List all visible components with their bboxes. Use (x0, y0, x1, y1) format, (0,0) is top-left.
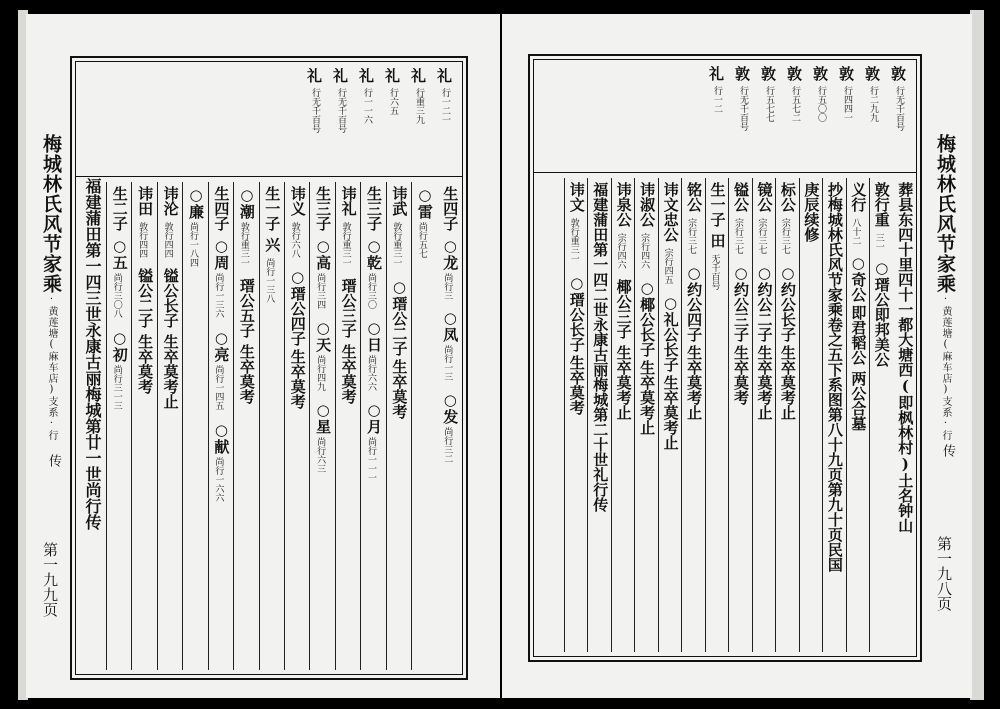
upper-name: 敦 (811, 66, 829, 81)
left-frame (70, 56, 468, 680)
lower-column (284, 182, 309, 670)
right-section-label: 传 (940, 444, 955, 457)
column-part: 生卒莫考止 (778, 345, 797, 420)
column-part: 生卒莫考 (237, 344, 256, 404)
column-main-text: 镒公 (732, 182, 750, 212)
column-part: ○约公四子 (685, 264, 704, 342)
column-part: 尚行六三 (315, 437, 326, 473)
column-rule (564, 178, 565, 652)
upper-name: 礼 (707, 66, 725, 81)
lower-column (752, 178, 775, 652)
lower-column (822, 178, 845, 652)
lower-column (775, 178, 798, 652)
column-part: 敦行重三一 (340, 222, 351, 267)
column-rule (822, 178, 823, 652)
column-part: ○瑨公二子 (390, 278, 409, 356)
column-main-text: 义行 (849, 182, 868, 212)
column-part: ○椰公长子 (638, 279, 657, 357)
book-subtitle: ·黄莲塘(麻车店)支系·行 (46, 294, 57, 441)
column-part: ○乾 (365, 237, 383, 270)
column-part: 尚行一四五 (213, 365, 224, 410)
upper-column (834, 64, 858, 164)
column-part: 尚行三四 (315, 273, 326, 309)
column-part: 尚行一三 (442, 345, 453, 381)
column-part: 宗行四六 (639, 233, 650, 269)
column-rule (775, 178, 776, 652)
column-part: 尚行一八四 (188, 222, 198, 267)
left-page-number: 第一九九页 (41, 542, 59, 617)
upper-column (782, 64, 806, 164)
lower-column (869, 178, 892, 652)
column-part: 宗行三七 (779, 218, 790, 254)
column-rule (869, 178, 870, 652)
column-part: ○瑨公四子 (288, 268, 307, 346)
column-part: 尚行一一一 (366, 437, 376, 482)
column-part: 三一 (873, 233, 884, 251)
upper-note: 行六五 (388, 88, 398, 115)
lower-column (893, 178, 916, 652)
column-part: ○约公二子 (755, 264, 774, 342)
column-main-text: 生一子 (708, 182, 727, 227)
column-main-text: ○廉 (187, 186, 205, 219)
upper-note: 行一一六 (362, 88, 372, 124)
column-part: 生卒莫考止 (638, 360, 657, 435)
left-section-label: 传 (46, 454, 61, 467)
column-rule (634, 178, 635, 652)
column-part: ○亮 (212, 329, 231, 362)
right-page-number: 第一九八页 (935, 536, 953, 611)
upper-column (756, 64, 780, 164)
upper-note: 行无千百号 (894, 86, 904, 131)
lower-column (233, 182, 258, 670)
column-part: 生卒莫考 (136, 334, 155, 394)
lower-column (411, 182, 436, 670)
column-part: 即君韬公 (849, 305, 868, 365)
column-part: ○天 (314, 319, 333, 352)
column-part: 敦行重三一 (238, 222, 249, 267)
column-rule (284, 182, 285, 670)
column-part: 尚行三一三 (111, 365, 122, 410)
lower-column (335, 182, 360, 670)
lower-column (106, 182, 131, 670)
column-part: 生卒莫考止 (755, 345, 774, 420)
column-main-text: 标公 (778, 182, 797, 212)
upper-note: 行五七二 (790, 86, 800, 122)
column-part: 敦行四四 (162, 222, 173, 258)
column-part: 生卒莫考 (732, 345, 750, 405)
column-part: 生卒莫考 (390, 359, 409, 419)
column-part: 尚行一三八 (264, 258, 275, 303)
column-part: 生卒莫考 (339, 344, 358, 404)
lower-column (705, 178, 728, 652)
right-page (502, 14, 972, 698)
column-part: ○高 (314, 237, 333, 270)
lower-column (658, 178, 681, 652)
upper-note: 行五七七 (764, 86, 774, 122)
upper-note: 行二九九 (868, 86, 878, 122)
upper-name: 敦 (837, 66, 855, 81)
right-header-title (932, 134, 959, 441)
book-subtitle-right: ·黄莲塘(麻车店)支系·行 (940, 294, 951, 441)
column-part: 尚行一六六 (213, 457, 224, 502)
column-part: 生卒莫考 (288, 349, 307, 409)
column-part: 镒公长子 (161, 268, 180, 328)
column-rule (309, 182, 310, 670)
column-part: ○凤 (441, 309, 460, 342)
upper-name: 敦 (785, 66, 803, 81)
column-main-text: 生四子 (212, 186, 231, 231)
upper-column (328, 66, 352, 166)
column-main-text: 生三子 (314, 186, 333, 231)
upper-column (354, 66, 378, 166)
column-part: 瑨公五子 (237, 278, 256, 338)
column-main-text: 讳田 (136, 186, 155, 216)
column-part: 尚行三 (442, 273, 453, 300)
column-part: 宗行三七 (756, 218, 767, 254)
column-part: 八十二 (850, 218, 861, 245)
lower-column (587, 178, 610, 652)
column-part: ○瑨公即邦美公 (872, 259, 891, 367)
column-main-text: 生三子 (365, 186, 383, 231)
column-main-text: 生四子 (441, 186, 460, 231)
column-rule (728, 178, 729, 652)
lower-column (728, 178, 751, 652)
column-part: ○周 (212, 237, 231, 270)
column-part: 尚行五七 (416, 222, 427, 258)
upper-note: 行无千百号 (310, 88, 320, 133)
upper-note: 行无千百号 (738, 86, 748, 131)
column-rule (658, 178, 659, 652)
column-part: ○献 (212, 421, 231, 454)
upper-note: 行五〇〇 (816, 86, 826, 122)
column-part: 尚行一三六 (213, 273, 224, 318)
lower-column (799, 178, 822, 652)
upper-note: 行无千百号 (336, 88, 346, 133)
upper-column (302, 66, 326, 166)
book-title-right: 梅城林氏风节家乘 (934, 134, 956, 294)
upper-name: 敦 (863, 66, 881, 81)
column-part: ○初 (110, 329, 129, 362)
column-main-text: 敦行重 (872, 182, 891, 227)
column-part: 宗行四六 (615, 233, 626, 269)
column-part: 生卒莫考止 (614, 345, 633, 420)
lower-column (182, 182, 207, 670)
column-part: ○五 (110, 237, 129, 270)
upper-name: 礼 (435, 68, 453, 83)
column-main-text: 生一子 (263, 186, 282, 231)
column-part: ○星 (314, 401, 333, 434)
column-part: 敦行重三一 (391, 222, 402, 267)
upper-note: 行一二一 (440, 88, 450, 124)
lower-column (309, 182, 334, 670)
column-part: ○约公三子 (732, 264, 750, 342)
column-part: 瑨公三子 (339, 278, 358, 338)
left-lower-columns (76, 182, 462, 670)
column-main-text: 讳泉公 (614, 182, 633, 227)
left-divider (76, 176, 462, 177)
lower-column (437, 182, 462, 670)
column-part: 尚行三〇 (366, 273, 376, 309)
column-main-text: 镜公 (755, 182, 774, 212)
column-part: 镒公二子 (136, 268, 155, 328)
column-main-text: 福建蒲田第一四二世永康古丽梅城第二十世礼行传 (591, 182, 610, 512)
lower-column (681, 178, 704, 652)
left-header-title (38, 134, 65, 441)
column-rule (335, 182, 336, 670)
upper-name: 礼 (357, 68, 375, 83)
left-upper-columns (76, 66, 462, 174)
upper-name: 礼 (305, 68, 323, 83)
upper-name: 敦 (733, 66, 751, 81)
column-part: ○约公长子 (778, 264, 797, 342)
column-part: 尚行三二 (442, 427, 453, 463)
column-part: 无千百号 (709, 254, 720, 290)
upper-note: 行重三九 (414, 88, 424, 124)
right-lower-columns (534, 178, 916, 652)
lower-column (846, 178, 869, 652)
lower-column (611, 178, 634, 652)
column-rule (752, 178, 753, 652)
column-main-text: 抄梅城林氏风节家乘卷之五下系图第八十九页第九十页民国 (825, 182, 844, 572)
column-main-text: ○雷 (415, 186, 434, 219)
column-part: ○龙 (441, 237, 460, 270)
column-main-text: 讳义 (288, 186, 307, 216)
column-main-text: 讳沦 (161, 186, 180, 216)
column-part: 敦行四四 (137, 222, 148, 258)
column-main-text: 讳礼 (339, 186, 358, 216)
column-main-text: 讳文忠公 (661, 182, 680, 242)
column-rule (208, 182, 209, 670)
column-main-text: ○潮 (237, 186, 256, 219)
upper-column (406, 66, 430, 166)
column-part: 椰公三子 (614, 279, 633, 339)
column-part: 尚行三〇八 (111, 273, 122, 318)
column-part: 生卒莫考 (567, 355, 586, 415)
upper-name: 敦 (889, 66, 907, 81)
upper-name: 礼 (409, 68, 427, 83)
column-rule (846, 178, 847, 652)
column-part: 两公合墓 (849, 371, 868, 431)
column-part: 生卒莫考止 (161, 334, 180, 409)
column-rule (131, 182, 132, 670)
column-part: ○奇公 (849, 254, 868, 302)
column-rule (611, 178, 612, 652)
column-part: 宗行四五 (662, 248, 673, 284)
right-upper-columns (534, 64, 916, 170)
column-rule (157, 182, 158, 670)
column-part: 田 (708, 233, 727, 248)
upper-column (704, 64, 728, 164)
lower-column (208, 182, 233, 670)
column-part: 尚行四九 (315, 355, 326, 391)
column-rule (681, 178, 682, 652)
column-rule (106, 182, 107, 670)
upper-column (886, 64, 910, 164)
lower-column (386, 182, 411, 670)
lower-column (634, 178, 657, 652)
right-page-edge (970, 10, 984, 700)
lower-column (564, 178, 587, 652)
column-rule (233, 182, 234, 670)
book-title: 梅城林氏风节家乘 (40, 134, 62, 294)
column-rule (182, 182, 183, 670)
column-part: ○瑨公长子 (567, 274, 586, 352)
column-part: ○礼公长子 (661, 294, 680, 372)
column-rule (705, 178, 706, 652)
column-part: 宗行三七 (733, 218, 743, 254)
column-part: ○日 (365, 319, 383, 352)
column-main-text: 讳武 (390, 186, 409, 216)
right-divider (534, 172, 916, 173)
column-main-text: 铭公 (685, 182, 704, 212)
column-part: 敦行重三一 (568, 218, 579, 263)
lower-column (131, 182, 156, 670)
column-rule (587, 178, 588, 652)
column-part: 敦行六八 (289, 222, 300, 258)
left-closing-line: 福建蒲田第一四三世永康古丽梅城第廿一世尚行传 (83, 178, 102, 530)
lower-column (360, 182, 385, 670)
column-rule (799, 178, 800, 652)
column-rule (360, 182, 361, 670)
upper-name: 礼 (331, 68, 349, 83)
lower-column (157, 182, 182, 670)
column-rule (259, 182, 260, 670)
column-rule (386, 182, 387, 670)
column-rule (411, 182, 412, 670)
column-main-text: 生二子 (110, 186, 129, 231)
upper-name: 礼 (383, 68, 401, 83)
lower-column (259, 182, 284, 670)
upper-note: 行四四一 (842, 86, 852, 122)
upper-column (380, 66, 404, 166)
upper-column (432, 66, 456, 166)
upper-column (730, 64, 754, 164)
upper-column (808, 64, 832, 164)
column-part: 生卒莫考止 (685, 345, 704, 420)
column-part: 兴 (263, 237, 282, 252)
column-part: 生卒莫考止 (661, 375, 680, 450)
right-frame (528, 54, 922, 662)
column-part: 宗行三七 (686, 218, 697, 254)
upper-name: 敦 (759, 66, 777, 81)
column-main-text: 讳文 (567, 182, 586, 212)
upper-note: 行一二 (712, 86, 722, 113)
column-main-text: 葬县东四十里四十一都大塘西(即枫林村)土名钟山 (896, 182, 915, 533)
column-part: ○发 (441, 391, 460, 424)
column-part: ○月 (365, 401, 383, 434)
column-main-text: 讳淑公 (638, 182, 657, 227)
upper-column (860, 64, 884, 164)
column-part: 尚行六六 (366, 355, 376, 391)
column-main-text: 庚辰续修 (802, 182, 821, 242)
